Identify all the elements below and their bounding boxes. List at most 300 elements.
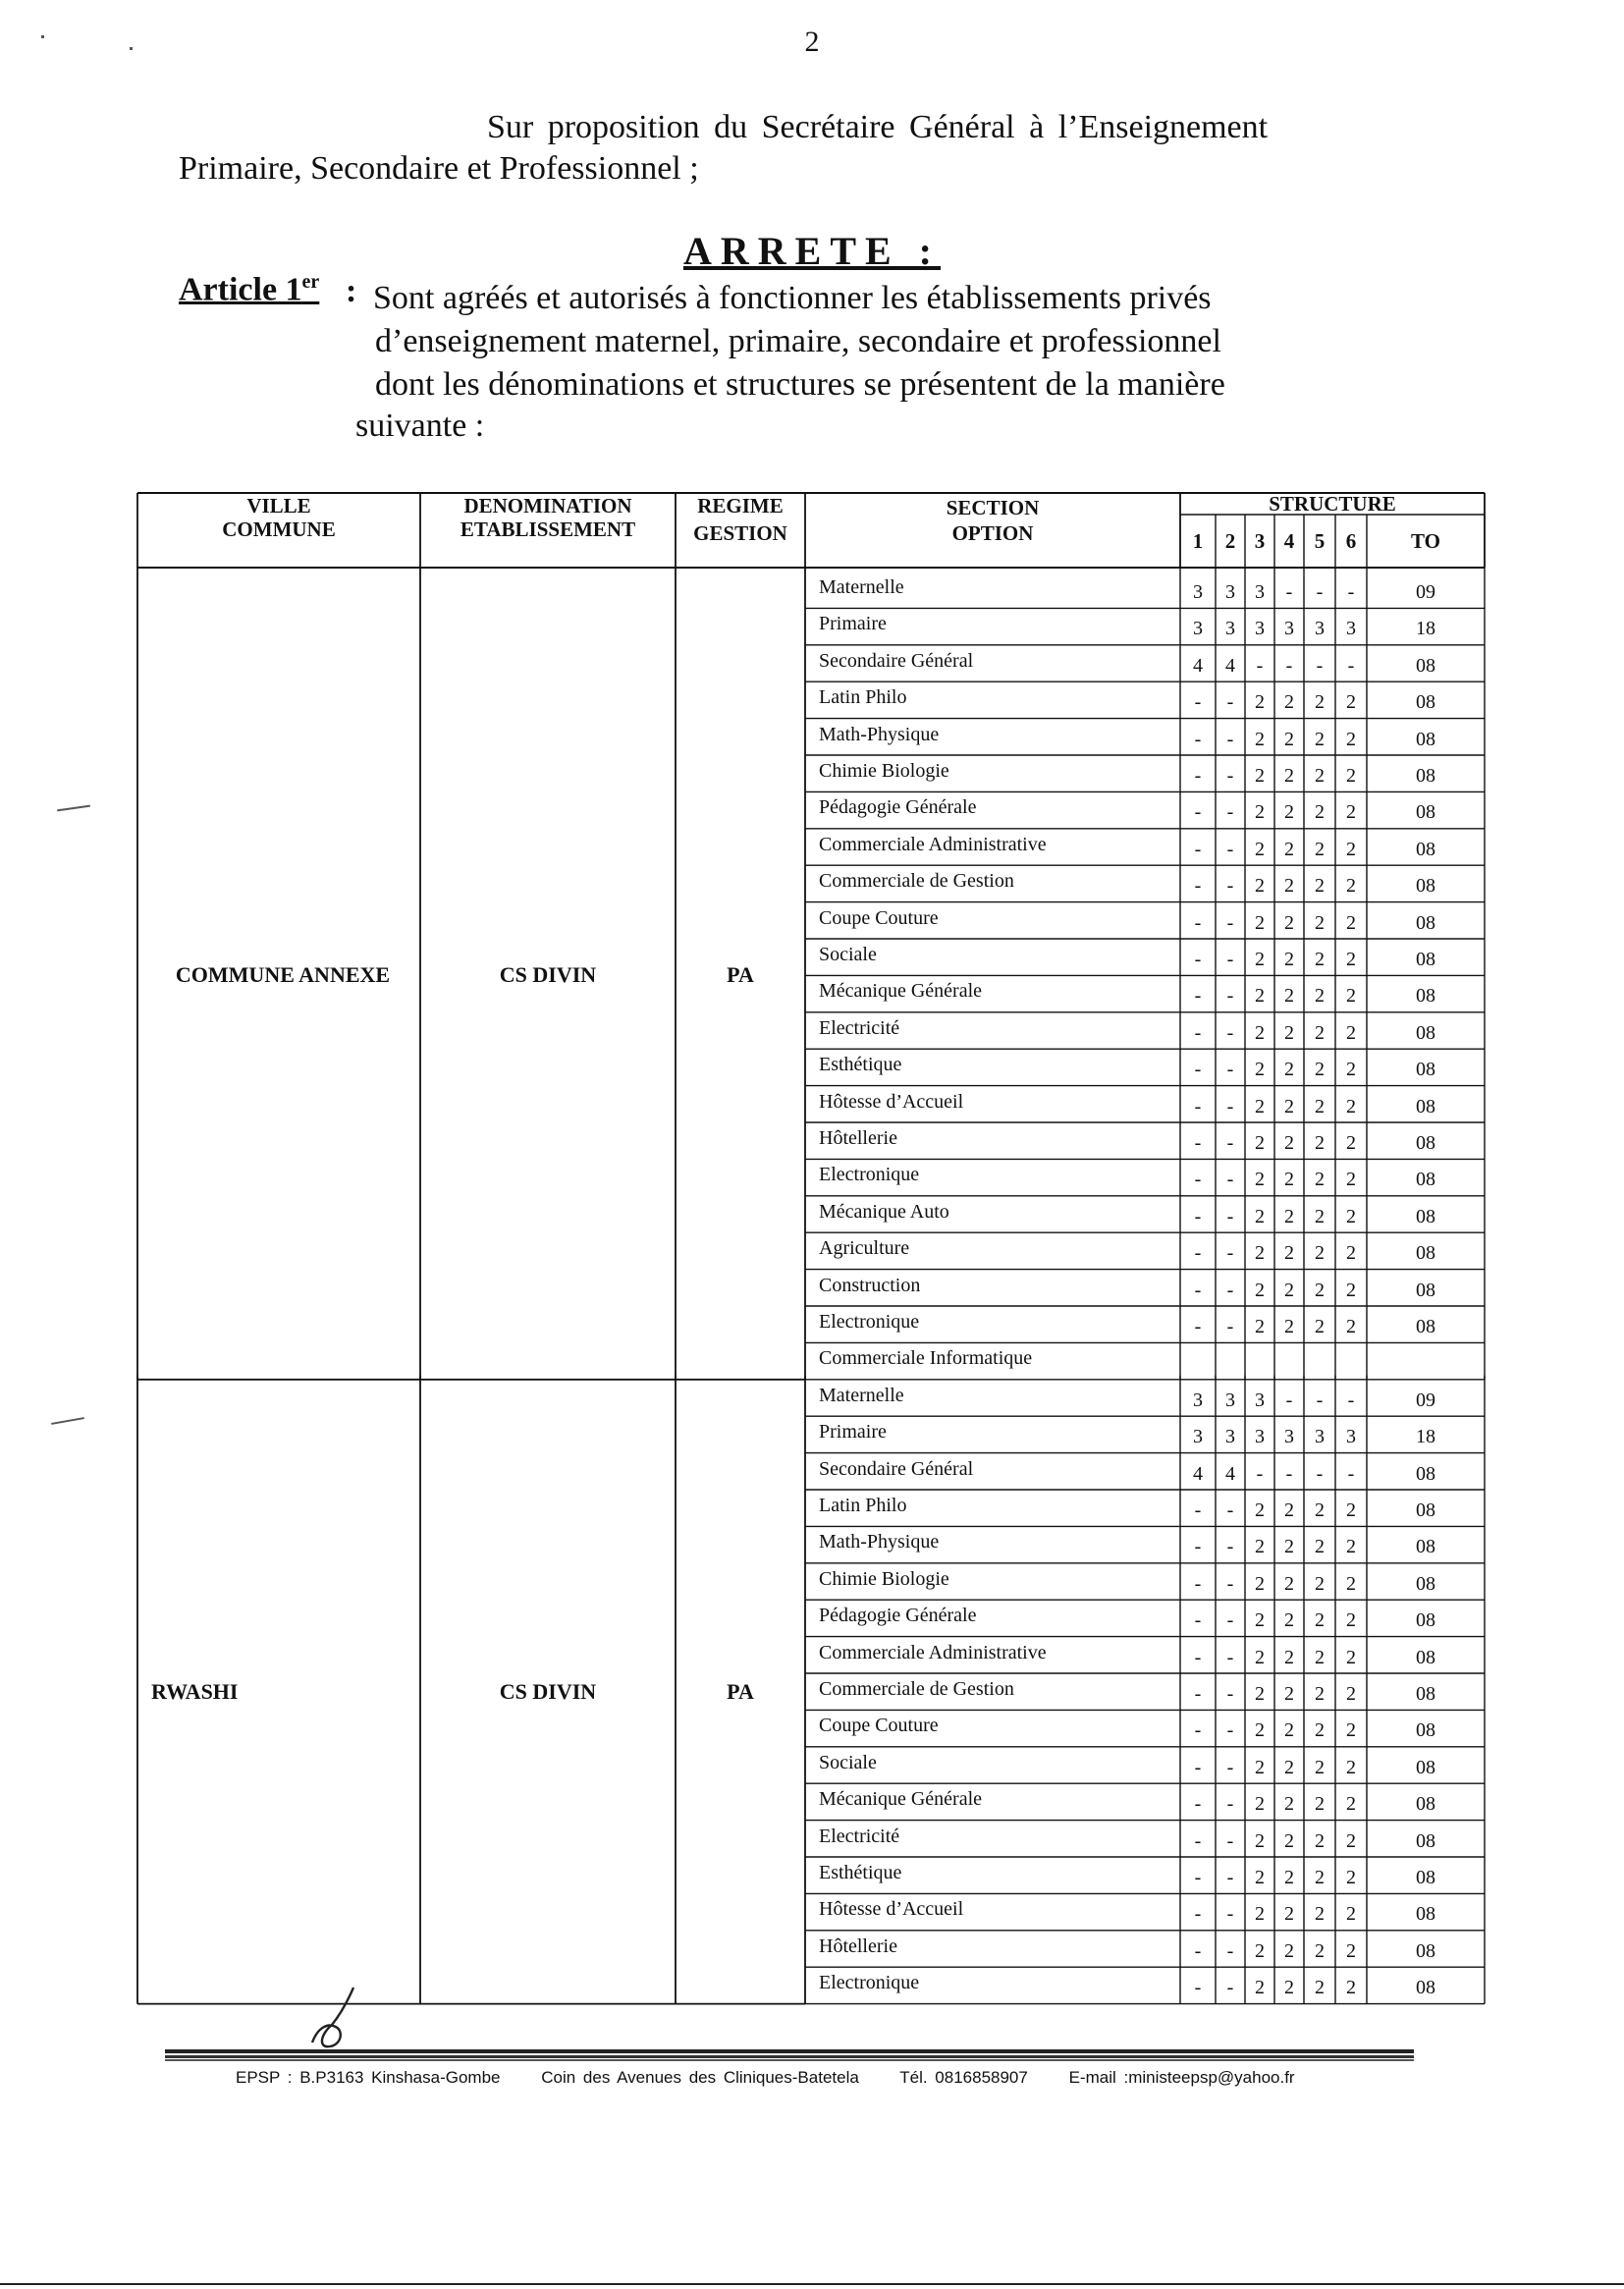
structure-value: 2	[1346, 1316, 1356, 1337]
structure-value: 2	[1346, 1939, 1356, 1962]
ville-commune-value: COMMUNE ANNEXE	[175, 962, 391, 988]
structure-value: 2	[1346, 985, 1356, 1008]
structure-total: 08	[1416, 1756, 1435, 1778]
article-line-2: d’enseignement maternel, primaire, secondaire et professionnel	[375, 323, 1221, 359]
header-col-1: 1	[1192, 529, 1204, 553]
scan-speck	[41, 35, 44, 38]
header-section: SECTION	[946, 496, 1040, 519]
structure-total: 08	[1416, 875, 1435, 898]
structure-value: 2	[1315, 1132, 1325, 1154]
structure-value: 2	[1346, 1572, 1356, 1595]
structure-value: 2	[1315, 1793, 1325, 1816]
structure-total: 08	[1416, 1683, 1435, 1705]
structure-value: 2	[1255, 1316, 1265, 1337]
structure-value: -	[1347, 1389, 1355, 1411]
structure-value: 2	[1255, 1059, 1265, 1081]
header-commune: COMMUNE	[222, 518, 336, 541]
structure-value: 2	[1315, 1572, 1325, 1595]
option-label: Electricité	[819, 1825, 900, 1847]
structure-value: -	[1194, 1536, 1202, 1558]
header-col-5: 5	[1314, 529, 1326, 553]
structure-value: 2	[1284, 1756, 1294, 1778]
structure-value: -	[1194, 838, 1202, 860]
structure-value: 2	[1284, 1646, 1294, 1668]
structure-value: 2	[1284, 949, 1294, 970]
structure-value: -	[1226, 728, 1234, 750]
structure-value: 2	[1284, 875, 1294, 898]
header-option: OPTION	[951, 521, 1034, 545]
structure-value: 2	[1284, 1242, 1294, 1265]
structure-value: -	[1226, 1609, 1234, 1632]
structure-value: -	[1285, 1462, 1293, 1485]
structure-total: 08	[1416, 1499, 1435, 1521]
structure-total: 08	[1416, 1903, 1435, 1926]
structure-value: 3	[1315, 1426, 1325, 1448]
option-label: Hôtellerie	[819, 1935, 897, 1957]
structure-value: 2	[1284, 1316, 1294, 1337]
structure-total: 08	[1416, 1572, 1435, 1595]
structure-value: 2	[1315, 1021, 1325, 1044]
option-label: Electricité	[819, 1016, 900, 1039]
denomination-value: CS DIVIN	[499, 1678, 597, 1704]
structure-total: 08	[1416, 949, 1435, 970]
option-label: Mécanique Auto	[819, 1200, 949, 1223]
structure-value: -	[1226, 765, 1234, 787]
structure-value: 2	[1255, 1021, 1265, 1044]
structure-value: 2	[1346, 1059, 1356, 1081]
structure-value	[1335, 1348, 1367, 1378]
option-label: Agriculture	[819, 1237, 910, 1260]
structure-total: 08	[1416, 654, 1435, 677]
structure-value: 4	[1193, 1462, 1203, 1485]
structure-value: -	[1256, 654, 1264, 677]
structure-value: -	[1226, 1719, 1234, 1742]
structure-value: -	[1226, 1536, 1234, 1558]
structure-value: 2	[1284, 985, 1294, 1008]
structure-value: 2	[1255, 838, 1265, 860]
header-col-6: 6	[1345, 529, 1357, 553]
structure-value: 2	[1346, 1867, 1356, 1888]
structure-value: 2	[1284, 1609, 1294, 1632]
structure-value: -	[1226, 1793, 1234, 1816]
structure-value: 2	[1255, 1829, 1265, 1852]
structure-total: 08	[1416, 1793, 1435, 1816]
structure-value: -	[1194, 1132, 1202, 1154]
structure-value: -	[1226, 1977, 1234, 1999]
article-line-1: Sont agréés et autorisés à fonctionner les établissements privés	[373, 280, 1212, 316]
option-label: Electronique	[819, 1164, 920, 1186]
structure-value: 2	[1284, 1279, 1294, 1301]
structure-total: 08	[1416, 691, 1435, 714]
structure-value: 2	[1315, 1939, 1325, 1962]
structure-value: -	[1226, 1867, 1234, 1888]
structure-value: -	[1316, 1389, 1324, 1411]
option-label: Commerciale Administrative	[819, 833, 1047, 855]
structure-value: 2	[1346, 1977, 1356, 1999]
structure-value: 2	[1255, 1646, 1265, 1668]
option-label: Primaire	[819, 613, 887, 635]
structure-value: 2	[1346, 1903, 1356, 1926]
structure-value	[1216, 1348, 1245, 1378]
structure-total: 08	[1416, 985, 1435, 1008]
structure-value: 3	[1193, 1389, 1203, 1411]
article-line-4: suivante :	[355, 408, 485, 444]
structure-value: 3	[1193, 1426, 1203, 1448]
structure-value: -	[1194, 1793, 1202, 1816]
header-denomination: DENOMINATION	[463, 494, 632, 518]
structure-value	[1304, 1348, 1335, 1378]
structure-value: 2	[1255, 728, 1265, 750]
option-label: Primaire	[819, 1421, 887, 1444]
header-total: TO	[1411, 529, 1440, 553]
structure-total: 08	[1416, 1609, 1435, 1632]
structure-value: 2	[1315, 1169, 1325, 1191]
structure-total: 08	[1416, 1829, 1435, 1852]
structure-value: 2	[1315, 1903, 1325, 1926]
structure-value: 2	[1284, 1536, 1294, 1558]
structure-value: 2	[1315, 985, 1325, 1008]
structure-value: 2	[1284, 1169, 1294, 1191]
structure-value: 2	[1255, 1939, 1265, 1962]
structure-value: 2	[1255, 1572, 1265, 1595]
structure-value	[1274, 1348, 1304, 1378]
structure-value: 2	[1315, 1316, 1325, 1337]
structure-total: 18	[1416, 618, 1435, 640]
option-label: Hôtellerie	[819, 1127, 897, 1149]
structure-value: 2	[1315, 1609, 1325, 1632]
structure-total: 08	[1416, 1462, 1435, 1485]
structure-value: 3	[1225, 618, 1235, 640]
structure-value: -	[1226, 1316, 1234, 1337]
structure-value: -	[1316, 654, 1324, 677]
option-label: Hôtesse d’Accueil	[819, 1090, 964, 1113]
structure-value: 2	[1284, 838, 1294, 860]
structure-value: 2	[1346, 875, 1356, 898]
structure-value: 2	[1315, 1646, 1325, 1668]
structure-value: -	[1194, 1939, 1202, 1962]
structure-value: 2	[1255, 985, 1265, 1008]
structure-value: 2	[1255, 1719, 1265, 1742]
structure-value: -	[1285, 1389, 1293, 1411]
option-label: Electronique	[819, 1972, 920, 1994]
structure-value: 3	[1284, 618, 1294, 640]
option-label: Mécanique Générale	[819, 1788, 983, 1811]
article-line-3: dont les dénominations et structures se présentent de la manière	[375, 366, 1225, 403]
option-label: Sociale	[819, 1751, 877, 1773]
option-label: Hôtesse d’Accueil	[819, 1898, 964, 1921]
structure-value: 2	[1315, 1977, 1325, 1999]
header-etablissement: ETABLISSEMENT	[460, 518, 636, 541]
ville-commune-value: RWASHI	[151, 1678, 239, 1704]
structure-value: 2	[1346, 1609, 1356, 1632]
structure-value: -	[1194, 1205, 1202, 1227]
structure-value: 3	[1225, 1426, 1235, 1448]
structure-value: -	[1194, 1572, 1202, 1595]
structure-value: 2	[1255, 1756, 1265, 1778]
structure-value: 2	[1346, 801, 1356, 824]
structure-value: 2	[1255, 911, 1265, 934]
option-label: Commerciale Administrative	[819, 1641, 1047, 1663]
structure-value: 2	[1346, 1095, 1356, 1117]
structure-total: 08	[1416, 1719, 1435, 1742]
structure-value: 2	[1346, 1021, 1356, 1044]
structure-value: 2	[1346, 1242, 1356, 1265]
structure-value: -	[1194, 911, 1202, 934]
structure-value: 2	[1346, 1132, 1356, 1154]
structure-value: -	[1194, 1242, 1202, 1265]
structure-value: 2	[1315, 1242, 1325, 1265]
structure-value: 2	[1284, 1719, 1294, 1742]
structure-value: 2	[1255, 1499, 1265, 1521]
structure-value: 2	[1346, 1793, 1356, 1816]
structure-value: 2	[1284, 1572, 1294, 1595]
structure-total: 08	[1416, 1205, 1435, 1227]
structure-value: 3	[1255, 618, 1265, 640]
structure-value: -	[1226, 1169, 1234, 1191]
structure-value: -	[1226, 1021, 1234, 1044]
denomination-value: CS DIVIN	[499, 962, 597, 988]
structure-value: 2	[1255, 1279, 1265, 1301]
structure-total: 09	[1416, 1389, 1435, 1411]
structure-value: 2	[1315, 801, 1325, 824]
option-label: Maternelle	[819, 576, 904, 598]
structure-value: 2	[1315, 1756, 1325, 1778]
structure-value: 4	[1225, 654, 1235, 677]
structure-value: 3	[1315, 618, 1325, 640]
footer-contact	[236, 2068, 1328, 2088]
structure-value: -	[1285, 654, 1293, 677]
structure-total: 08	[1416, 801, 1435, 824]
structure-value	[1180, 1348, 1216, 1378]
structure-value: 2	[1315, 1829, 1325, 1852]
option-label: Latin Philo	[819, 1495, 907, 1516]
structure-value: 4	[1193, 654, 1203, 677]
structure-value: -	[1194, 1499, 1202, 1521]
option-label: Construction	[819, 1274, 921, 1296]
structure-value: 2	[1284, 1021, 1294, 1044]
structure-value: 2	[1315, 765, 1325, 787]
structure-value: 2	[1346, 1646, 1356, 1668]
structure-value: -	[1226, 911, 1234, 934]
structure-total: 08	[1416, 765, 1435, 787]
structure-value: 2	[1284, 1205, 1294, 1227]
structure-value: 3	[1225, 581, 1235, 603]
structure-value: 2	[1255, 691, 1265, 714]
structure-total: 09	[1416, 581, 1435, 603]
structure-value: -	[1226, 1756, 1234, 1778]
structure-total: 08	[1416, 1536, 1435, 1558]
structure-value: -	[1194, 1279, 1202, 1301]
structure-value: 2	[1346, 728, 1356, 750]
structure-value: -	[1194, 691, 1202, 714]
intro-line-1: Sur proposition du Secrétaire Général à l’Enseignement	[487, 109, 1269, 145]
structure-value: 2	[1346, 1719, 1356, 1742]
structure-value: 2	[1255, 1977, 1265, 1999]
footer-rule	[165, 2049, 1414, 2061]
structure-value: -	[1226, 1683, 1234, 1705]
structure-value: -	[1194, 1169, 1202, 1191]
structure-value: -	[1194, 1903, 1202, 1926]
structure-total: 08	[1416, 1095, 1435, 1117]
intro-line-2: Primaire, Secondaire et Professionnel ;	[179, 150, 699, 187]
structure-value: 2	[1315, 911, 1325, 934]
structure-value: 2	[1315, 1095, 1325, 1117]
structure-total: 08	[1416, 1021, 1435, 1044]
option-label: Pédagogie Générale	[819, 1605, 977, 1627]
structure-value: -	[1226, 1829, 1234, 1852]
structure-value: 2	[1255, 1242, 1265, 1265]
structure-value: 2	[1284, 691, 1294, 714]
structure-value: 2	[1315, 1059, 1325, 1081]
signature-mark	[306, 1984, 365, 2054]
option-label: Latin Philo	[819, 686, 907, 709]
footer-tel: Tél. 0816858907	[899, 2068, 1028, 2087]
header-structure: STRUCTURE	[1269, 492, 1396, 516]
structure-value: 2	[1346, 1279, 1356, 1301]
structure-value: 2	[1315, 691, 1325, 714]
structure-value: -	[1226, 1132, 1234, 1154]
structure-value: -	[1226, 1279, 1234, 1301]
structure-value: 2	[1284, 1132, 1294, 1154]
structure-total: 08	[1416, 1169, 1435, 1191]
option-label: Mécanique Générale	[819, 980, 983, 1003]
structure-value: 2	[1255, 765, 1265, 787]
header-ville: VILLE	[246, 494, 311, 518]
structure-value: 2	[1346, 1536, 1356, 1558]
structure-value: -	[1194, 1646, 1202, 1668]
structure-value: 2	[1284, 801, 1294, 824]
structure-value: -	[1347, 1462, 1355, 1485]
option-label: Commerciale de Gestion	[819, 870, 1014, 893]
article-label-text: Article 1	[179, 271, 302, 308]
structure-total: 08	[1416, 911, 1435, 934]
header-col-2: 2	[1224, 529, 1236, 553]
structure-value: 2	[1315, 1499, 1325, 1521]
structure-value: -	[1194, 765, 1202, 787]
structure-value: 3	[1346, 1426, 1356, 1448]
structure-value: 2	[1255, 1095, 1265, 1117]
arrete-heading: ARRETE :	[682, 229, 942, 273]
structure-total: 08	[1416, 1316, 1435, 1337]
structure-value: 2	[1255, 1793, 1265, 1816]
structure-value: 2	[1346, 949, 1356, 970]
structure-value: 2	[1315, 1536, 1325, 1558]
structure-value: -	[1226, 985, 1234, 1008]
structure-value: 2	[1284, 1095, 1294, 1117]
structure-total: 08	[1416, 728, 1435, 750]
structure-value: 2	[1315, 949, 1325, 970]
structure-value: 3	[1284, 1426, 1294, 1448]
structure-value: -	[1226, 838, 1234, 860]
structure-value: -	[1256, 1462, 1264, 1485]
structure-value: -	[1347, 581, 1355, 603]
structure-value: 2	[1315, 1719, 1325, 1742]
structure-value: 2	[1284, 1867, 1294, 1888]
structure-value: 2	[1255, 875, 1265, 898]
structure-value: 2	[1255, 1867, 1265, 1888]
header-regime: REGIME	[697, 494, 784, 518]
structure-value: -	[1316, 1462, 1324, 1485]
article-colon: :	[346, 273, 357, 309]
structure-value: 2	[1346, 1499, 1356, 1521]
structure-value: -	[1226, 1095, 1234, 1117]
structure-value: 3	[1193, 618, 1203, 640]
structure-value: -	[1194, 1756, 1202, 1778]
option-label: Pédagogie Générale	[819, 796, 977, 819]
structure-value: 3	[1255, 581, 1265, 603]
structure-value: -	[1194, 1867, 1202, 1888]
header-col-3: 3	[1254, 529, 1266, 553]
structure-value: -	[1194, 1683, 1202, 1705]
structure-value: 2	[1284, 728, 1294, 750]
option-label: Coupe Couture	[819, 906, 939, 929]
structure-value: -	[1285, 581, 1293, 603]
structure-value: 2	[1315, 1683, 1325, 1705]
regime-value: PA	[727, 1678, 754, 1704]
page-bottom-edge	[0, 2283, 1624, 2285]
structure-value: 2	[1255, 1169, 1265, 1191]
structure-value: -	[1347, 654, 1355, 677]
structure-value: 2	[1284, 1683, 1294, 1705]
structure-value: 2	[1255, 1903, 1265, 1926]
structure-total: 18	[1416, 1426, 1435, 1448]
option-label: Chimie Biologie	[819, 760, 949, 782]
option-label: Sociale	[819, 944, 877, 965]
structure-total	[1367, 1348, 1485, 1378]
structure-value: 2	[1284, 1903, 1294, 1926]
structure-value: 2	[1284, 765, 1294, 787]
structure-value: -	[1194, 1829, 1202, 1852]
structure-value: -	[1194, 1609, 1202, 1632]
structure-value: 2	[1315, 728, 1325, 750]
structure-value: -	[1226, 875, 1234, 898]
structure-total: 08	[1416, 1977, 1435, 1999]
structure-value: 2	[1346, 765, 1356, 787]
structure-value: 2	[1255, 949, 1265, 970]
structure-value: -	[1226, 949, 1234, 970]
structure-value: 2	[1346, 1829, 1356, 1852]
structure-value: 3	[1255, 1389, 1265, 1411]
header-gestion: GESTION	[693, 521, 787, 545]
structure-value: -	[1194, 1021, 1202, 1044]
structure-value: 2	[1255, 1609, 1265, 1632]
header-col-4: 4	[1283, 529, 1295, 553]
structure-value: -	[1226, 1903, 1234, 1926]
structure-value: 2	[1255, 801, 1265, 824]
structure-value: -	[1194, 875, 1202, 898]
structure-value: 3	[1255, 1426, 1265, 1448]
structure-value: 2	[1284, 1793, 1294, 1816]
structure-value: -	[1226, 1499, 1234, 1521]
footer-email: E-mail :ministeepsp@yahoo.fr	[1068, 2068, 1295, 2087]
structure-value: 2	[1346, 1683, 1356, 1705]
structure-value: 2	[1255, 1132, 1265, 1154]
scan-speck	[130, 47, 133, 50]
structure-value: -	[1194, 1095, 1202, 1117]
option-label: Commerciale Informatique	[819, 1347, 1033, 1370]
structure-value: 2	[1284, 1059, 1294, 1081]
structure-value: -	[1194, 1977, 1202, 1999]
structure-value: 2	[1346, 1169, 1356, 1191]
option-label: Commerciale de Gestion	[819, 1678, 1014, 1700]
structure-value: 2	[1346, 691, 1356, 714]
structure-value: -	[1226, 691, 1234, 714]
structure-value: -	[1194, 949, 1202, 970]
structure-value: -	[1316, 581, 1324, 603]
option-label: Electronique	[819, 1311, 920, 1333]
structure-value: -	[1226, 1205, 1234, 1227]
structure-value: -	[1194, 1719, 1202, 1742]
